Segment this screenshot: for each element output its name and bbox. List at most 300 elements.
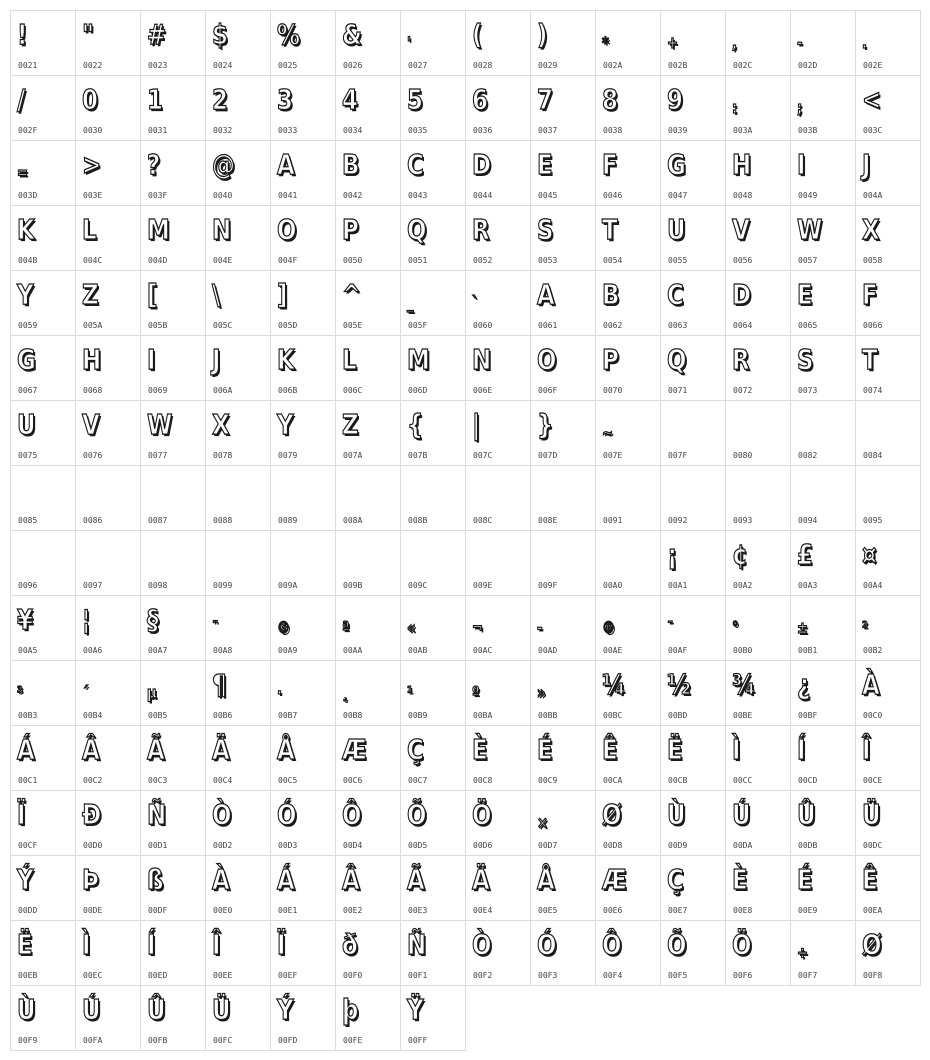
glyph-sample: '	[407, 33, 412, 52]
glyph-code: 002D	[798, 61, 818, 70]
glyph-code: 00ED	[148, 971, 168, 980]
glyph-sample: T	[602, 213, 618, 246]
glyph-code: 0082	[798, 451, 818, 460]
glyph-sample: Ö	[732, 928, 752, 961]
glyph-sample: A	[277, 148, 295, 181]
glyph-cell-0036	[466, 76, 531, 141]
glyph-code: 00D4	[343, 841, 363, 850]
glyph-sample: ¹	[407, 683, 413, 702]
glyph-code: 00BD	[668, 711, 688, 720]
glyph-code: 00D5	[408, 841, 428, 850]
glyph-cell-00a7	[141, 596, 206, 661]
glyph-code: 00DD	[18, 906, 38, 915]
glyph-code: 0044	[473, 191, 493, 200]
glyph-cell-0079	[271, 401, 336, 466]
glyph-code: 00FC	[213, 1036, 233, 1045]
glyph-code: 00FF	[408, 1036, 428, 1045]
glyph-cell-0089	[271, 466, 336, 531]
glyph-sample: ×	[537, 813, 548, 832]
glyph-sample: Ä	[212, 733, 230, 766]
glyph-code: 0094	[798, 516, 818, 525]
glyph-sample: Ã	[147, 733, 165, 766]
glyph-cell-008e	[531, 466, 596, 531]
glyph-cell-0058	[856, 206, 921, 271]
glyph-cell-0028	[466, 11, 531, 76]
glyph-sample: L	[342, 343, 357, 376]
glyph-cell-00ae	[596, 596, 661, 661]
glyph-cell-00ad	[531, 596, 596, 661]
glyph-cell-0091	[596, 466, 661, 531]
glyph-sample: °	[732, 618, 739, 637]
glyph-sample: B	[602, 278, 620, 311]
glyph-cell-00a6	[76, 596, 141, 661]
glyph-code: 004D	[148, 256, 168, 265]
glyph-cell-00fa	[76, 986, 141, 1051]
glyph-cell-0042	[336, 141, 401, 206]
glyph-cell-0050	[336, 206, 401, 271]
glyph-code: 007D	[538, 451, 558, 460]
glyph-code: 00B1	[798, 646, 818, 655]
glyph-cell-00ce	[856, 726, 921, 791]
glyph-cell-003a	[726, 76, 791, 141]
glyph-cell-00b0	[726, 596, 791, 661]
glyph-code: 008A	[343, 516, 363, 525]
glyph-code: 0047	[668, 191, 688, 200]
glyph-cell-0053	[531, 206, 596, 271]
glyph-sample: Ó	[537, 928, 557, 961]
glyph-code: 0073	[798, 386, 818, 395]
glyph-cell-0074	[856, 336, 921, 401]
glyph-cell-00b1	[791, 596, 856, 661]
glyph-code: 009A	[278, 581, 298, 590]
glyph-cell-0059	[11, 271, 76, 336]
glyph-code: 00A2	[733, 581, 753, 590]
glyph-code: 0071	[668, 386, 688, 395]
glyph-cell-006b	[271, 336, 336, 401]
glyph-sample: ß	[147, 863, 164, 896]
glyph-sample: M	[147, 213, 170, 246]
glyph-sample: -	[537, 618, 543, 637]
glyph-code: 005A	[83, 321, 103, 330]
glyph-cell-0051	[401, 206, 466, 271]
glyph-code: 008E	[538, 516, 558, 525]
glyph-cell-0069	[141, 336, 206, 401]
glyph-sample: Ý	[277, 993, 294, 1026]
glyph-cell-0056	[726, 206, 791, 271]
glyph-sample: Z	[82, 278, 99, 311]
glyph-code: 00F3	[538, 971, 558, 980]
glyph-cell-00c0	[856, 661, 921, 726]
glyph-code: 0029	[538, 61, 558, 70]
glyph-sample: ½	[667, 668, 691, 701]
glyph-code: 00DE	[83, 906, 103, 915]
glyph-code: 00A7	[148, 646, 168, 655]
glyph-code: 00E5	[538, 906, 558, 915]
glyph-cell-00a3	[791, 531, 856, 596]
glyph-sample: 2	[212, 83, 228, 116]
glyph-cell-00a1	[661, 531, 726, 596]
glyph-code: 00E2	[343, 906, 363, 915]
glyph-code: 006A	[213, 386, 233, 395]
glyph-code: 00BB	[538, 711, 558, 720]
glyph-sample: U	[17, 408, 36, 441]
glyph-code: 002A	[603, 61, 623, 70]
glyph-cell-002b	[661, 11, 726, 76]
glyph-cell-00f8	[856, 921, 921, 986]
glyph-cell-007b	[401, 401, 466, 466]
glyph-code: 0052	[473, 256, 493, 265]
glyph-cell-0052	[466, 206, 531, 271]
glyph-cell-005e	[336, 271, 401, 336]
glyph-sample: Ï	[277, 928, 286, 961]
glyph-code: 00FB	[148, 1036, 168, 1045]
glyph-code: 002F	[18, 126, 38, 135]
glyph-code: 0065	[798, 321, 818, 330]
glyph-sample: Î	[212, 928, 221, 961]
glyph-code: 00BE	[733, 711, 753, 720]
glyph-sample: Í	[147, 928, 156, 961]
glyph-sample: I	[797, 148, 806, 181]
glyph-cell-0025	[271, 11, 336, 76]
glyph-code: 0066	[863, 321, 883, 330]
glyph-code: 00AB	[408, 646, 428, 655]
glyph-cell-00e0	[206, 856, 271, 921]
glyph-cell-004f	[271, 206, 336, 271]
glyph-sample: -	[797, 33, 803, 52]
glyph-sample: Ÿ	[407, 993, 424, 1026]
glyph-code: 00A8	[213, 646, 233, 655]
glyph-cell-0097	[76, 531, 141, 596]
glyph-cell-003f	[141, 141, 206, 206]
glyph-code: 00FE	[343, 1036, 363, 1045]
glyph-code: 0033	[278, 126, 298, 135]
glyph-cell-00a5	[11, 596, 76, 661]
glyph-sample: B	[342, 148, 360, 181]
glyph-code: 00B2	[863, 646, 883, 655]
glyph-code: 0091	[603, 516, 623, 525]
glyph-code: 0027	[408, 61, 428, 70]
glyph-code: 00CA	[603, 776, 623, 785]
glyph-code: 006D	[408, 386, 428, 395]
glyph-code: 0088	[213, 516, 233, 525]
glyph-code: 0061	[538, 321, 558, 330]
glyph-sample: H	[732, 148, 752, 181]
glyph-code: 00A3	[798, 581, 818, 590]
glyph-cell-00d8	[596, 791, 661, 856]
glyph-cell-00a9	[271, 596, 336, 661]
glyph-cell-00c6	[336, 726, 401, 791]
glyph-cell-008a	[336, 466, 401, 531]
glyph-sample: À	[862, 668, 880, 701]
glyph-code: 00C5	[278, 776, 298, 785]
glyph-cell-00ff	[401, 986, 466, 1051]
glyph-cell-00c7	[401, 726, 466, 791]
glyph-cell-0049	[791, 141, 856, 206]
glyph-sample: ~	[602, 423, 613, 442]
glyph-code: 002E	[863, 61, 883, 70]
glyph-code: 0031	[148, 126, 168, 135]
glyph-code: 004E	[213, 256, 233, 265]
glyph-code: 0080	[733, 451, 753, 460]
glyph-sample: Õ	[667, 928, 687, 961]
glyph-code: 005B	[148, 321, 168, 330]
glyph-code: 00CD	[798, 776, 818, 785]
glyph-sample: Z	[342, 408, 359, 441]
glyph-code: 0087	[148, 516, 168, 525]
glyph-sample: (	[472, 18, 483, 51]
glyph-sample: H	[82, 343, 102, 376]
glyph-code: 0079	[278, 451, 298, 460]
glyph-cell-0024	[206, 11, 271, 76]
glyph-sample: >	[82, 148, 102, 181]
glyph-sample: ¡	[667, 538, 678, 571]
glyph-code: 002B	[668, 61, 688, 70]
glyph-cell-006a	[206, 336, 271, 401]
glyph-sample: ±	[797, 618, 808, 637]
glyph-cell-006f	[531, 336, 596, 401]
glyph-cell-009f	[531, 531, 596, 596]
glyph-cell-00b5	[141, 661, 206, 726]
glyph-code: 0039	[668, 126, 688, 135]
glyph-sample: 6	[472, 83, 488, 116]
glyph-cell-0029	[531, 11, 596, 76]
glyph-sample: À	[212, 863, 230, 896]
glyph-cell-00e8	[726, 856, 791, 921]
glyph-code: 0050	[343, 256, 363, 265]
glyph-cell-00ef	[271, 921, 336, 986]
glyph-cell-0082	[791, 401, 856, 466]
glyph-sample: Ò	[212, 798, 232, 831]
glyph-code: 00EA	[863, 906, 883, 915]
glyph-sample: U	[667, 213, 686, 246]
glyph-code: 007F	[668, 451, 688, 460]
glyph-sample: ¸	[342, 683, 349, 702]
glyph-cell-00d1	[141, 791, 206, 856]
glyph-cell-00fd	[271, 986, 336, 1051]
glyph-cell-007d	[531, 401, 596, 466]
glyph-code: 0067	[18, 386, 38, 395]
glyph-cell-002c	[726, 11, 791, 76]
glyph-sample: ¬	[472, 618, 483, 637]
glyph-cell-00b6	[206, 661, 271, 726]
glyph-code: 0077	[148, 451, 168, 460]
glyph-code: 009F	[538, 581, 558, 590]
glyph-code: 0098	[148, 581, 168, 590]
glyph-cell-0088	[206, 466, 271, 531]
glyph-sample: º	[472, 683, 480, 702]
glyph-sample: `	[472, 293, 479, 312]
glyph-sample: <	[862, 83, 882, 116]
glyph-cell-0032	[206, 76, 271, 141]
glyph-code: 00C0	[863, 711, 883, 720]
glyph-code: 009B	[343, 581, 363, 590]
glyph-code: 00CE	[863, 776, 883, 785]
glyph-sample: þ	[342, 993, 359, 1026]
glyph-code: 00E7	[668, 906, 688, 915]
glyph-sample: F	[602, 148, 618, 181]
glyph-sample: ©	[277, 618, 291, 637]
glyph-cell-005f	[401, 271, 466, 336]
glyph-code: 005C	[213, 321, 233, 330]
glyph-cell-00f3	[531, 921, 596, 986]
glyph-sample: Ø	[602, 798, 622, 831]
glyph-code: 0092	[668, 516, 688, 525]
glyph-sample: S	[537, 213, 554, 246]
glyph-cell-002a	[596, 11, 661, 76]
glyph-cell-0035	[401, 76, 466, 141]
glyph-sample: +	[667, 33, 678, 52]
glyph-sample: V	[732, 213, 750, 246]
glyph-cell-00d6	[466, 791, 531, 856]
glyph-cell-00b3	[11, 661, 76, 726]
glyph-cell-00ee	[206, 921, 271, 986]
glyph-code: 0024	[213, 61, 233, 70]
glyph-cell-0086	[76, 466, 141, 531]
glyph-code: 00F5	[668, 971, 688, 980]
glyph-cell-009e	[466, 531, 531, 596]
glyph-sample: ª	[342, 618, 350, 637]
glyph-sample: ®	[602, 618, 616, 637]
glyph-cell-0041	[271, 141, 336, 206]
glyph-cell-0054	[596, 206, 661, 271]
glyph-code: 00C4	[213, 776, 233, 785]
glyph-sample: 8	[602, 83, 618, 116]
glyph-cell-0045	[531, 141, 596, 206]
glyph-code: 0037	[538, 126, 558, 135]
glyph-code: 0036	[473, 126, 493, 135]
glyph-sample: Þ	[82, 863, 99, 896]
glyph-sample: E	[797, 278, 813, 311]
glyph-code: 00E9	[798, 906, 818, 915]
glyph-cell-00d2	[206, 791, 271, 856]
glyph-cell-00f4	[596, 921, 661, 986]
glyph-code: 0093	[733, 516, 753, 525]
glyph-code: 00CC	[733, 776, 753, 785]
glyph-code: 0038	[603, 126, 623, 135]
glyph-cell-0071	[661, 336, 726, 401]
glyph-sample: 1	[147, 83, 163, 116]
glyph-sample: Á	[277, 863, 295, 896]
glyph-cell-009a	[271, 531, 336, 596]
glyph-code: 0059	[18, 321, 38, 330]
glyph-code: 003E	[83, 191, 103, 200]
glyph-cell-00af	[661, 596, 726, 661]
glyph-cell-00e6	[596, 856, 661, 921]
glyph-cell-00cf	[11, 791, 76, 856]
glyph-cell-00ac	[466, 596, 531, 661]
glyph-sample: $	[212, 18, 228, 51]
glyph-cell-00f1	[401, 921, 466, 986]
glyph-sample: T	[862, 343, 878, 376]
glyph-code: 0058	[863, 256, 883, 265]
glyph-code: 00A9	[278, 646, 298, 655]
glyph-cell-0021	[11, 11, 76, 76]
glyph-code: 00E6	[603, 906, 623, 915]
glyph-sample: "	[82, 18, 94, 51]
glyph-code: 0043	[408, 191, 428, 200]
glyph-sample: »	[537, 683, 546, 702]
glyph-code: 00A4	[863, 581, 883, 590]
glyph-code: 0075	[18, 451, 38, 460]
glyph-code: 00E0	[213, 906, 233, 915]
glyph-cell-0047	[661, 141, 726, 206]
glyph-cell-00ea	[856, 856, 921, 921]
glyph-cell-00c9	[531, 726, 596, 791]
glyph-code: 0051	[408, 256, 428, 265]
glyph-cell-0077	[141, 401, 206, 466]
glyph-cell-007a	[336, 401, 401, 466]
glyph-sample: P	[342, 213, 359, 246]
glyph-cell-0062	[596, 271, 661, 336]
glyph-code: 0021	[18, 61, 38, 70]
glyph-sample: È	[732, 863, 748, 896]
glyph-cell-009b	[336, 531, 401, 596]
glyph-code: 0023	[148, 61, 168, 70]
glyph-cell-0099	[206, 531, 271, 596]
glyph-sample: Á	[17, 733, 35, 766]
glyph-code: 0084	[863, 451, 883, 460]
glyph-cell-00e1	[271, 856, 336, 921]
glyph-code: 00CF	[18, 841, 38, 850]
glyph-sample: N	[472, 343, 492, 376]
glyph-sample: G	[17, 343, 36, 376]
glyph-sample: Ç	[407, 733, 424, 766]
glyph-sample: Í	[797, 733, 806, 766]
glyph-cell-005b	[141, 271, 206, 336]
glyph-code: 003A	[733, 126, 753, 135]
glyph-cell-006d	[401, 336, 466, 401]
glyph-sample: O	[277, 213, 297, 246]
glyph-sample: Ë	[17, 928, 33, 961]
glyph-cell-00b7	[271, 661, 336, 726]
glyph-code: 009E	[473, 581, 493, 590]
glyph-code: 007A	[343, 451, 363, 460]
glyph-cell-0057	[791, 206, 856, 271]
glyph-cell-00d9	[661, 791, 726, 856]
glyph-cell-00a2	[726, 531, 791, 596]
glyph-cell-0027	[401, 11, 466, 76]
glyph-sample: µ	[147, 683, 157, 702]
glyph-code: 00C8	[473, 776, 493, 785]
glyph-sample: _	[407, 293, 414, 312]
glyph-code: 0072	[733, 386, 753, 395]
glyph-code: 00E3	[408, 906, 428, 915]
glyph-code: 007E	[603, 451, 623, 460]
glyph-sample: *	[602, 33, 609, 52]
glyph-cell-00c8	[466, 726, 531, 791]
glyph-sample: Q	[667, 343, 687, 376]
glyph-code: 00A0	[603, 581, 623, 590]
glyph-sample: ð	[342, 928, 358, 961]
glyph-sample: [	[147, 278, 158, 311]
glyph-code: 00B7	[278, 711, 298, 720]
glyph-sample: Ý	[17, 863, 34, 896]
glyph-sample: Â	[82, 733, 100, 766]
glyph-cell-0038	[596, 76, 661, 141]
glyph-cell-00da	[726, 791, 791, 856]
glyph-sample: 0	[82, 83, 98, 116]
glyph-code: 004A	[863, 191, 883, 200]
glyph-sample: :	[732, 98, 738, 117]
glyph-code: 00A6	[83, 646, 103, 655]
glyph-sample: £	[797, 538, 813, 571]
glyph-code: 00B4	[83, 711, 103, 720]
glyph-sample: W	[797, 213, 823, 246]
glyph-cell-0084	[856, 401, 921, 466]
glyph-code: 00E1	[278, 906, 298, 915]
glyph-cell-00ca	[596, 726, 661, 791]
glyph-cell-00fb	[141, 986, 206, 1051]
